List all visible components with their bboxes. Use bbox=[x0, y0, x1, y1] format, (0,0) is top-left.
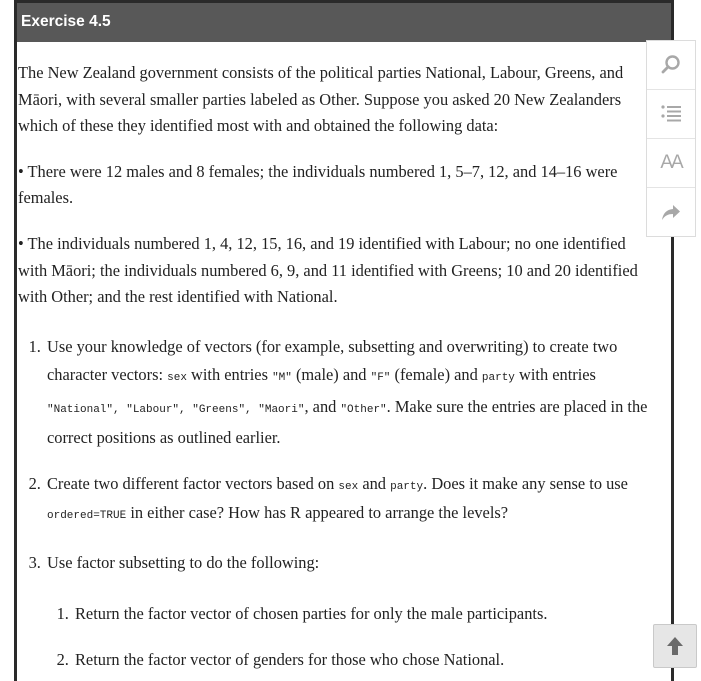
code: party bbox=[481, 372, 515, 385]
exercise-page bbox=[14, 0, 674, 681]
text: in either case? How has R appeared to arrange the levels? bbox=[126, 503, 509, 523]
share-button[interactable] bbox=[647, 188, 695, 236]
subtask-list bbox=[47, 601, 658, 674]
task-item-1 bbox=[45, 333, 658, 453]
text: Create two different factor vectors based on bbox=[47, 473, 339, 493]
code: , bbox=[179, 403, 193, 416]
code: "Maori" bbox=[258, 403, 305, 416]
text: (male) and bbox=[291, 365, 371, 385]
bullet-party-data: • The individuals numbered 1, 4, 12, 15, 16, and 19 identified with Labour; no one identified with Māori; the individuals numbered 6, 9, and 11 identified with Greens; 10 and 20 identified with Other; and the rest identified with National. bbox=[18, 233, 638, 307]
exercise-title: Exercise 4.5 bbox=[17, 3, 671, 42]
share-icon bbox=[660, 202, 682, 222]
exercise-content bbox=[18, 60, 658, 681]
text: . Make sure the entries are placed in the correct positions as outlined earlier. bbox=[47, 396, 648, 448]
text: with entries bbox=[186, 365, 273, 385]
search-button[interactable] bbox=[647, 41, 695, 90]
text: with entries bbox=[514, 365, 596, 385]
text: , and bbox=[304, 396, 341, 416]
code: sex bbox=[167, 372, 187, 385]
intro-paragraph: The New Zealand government consists of the political parties National, Labour, Greens, and Māori, with several smaller parties labeled as Other. Suppose you asked 20 New Zealanders which of these they identified most with and obtained the following data: bbox=[18, 63, 624, 136]
code: "Greens" bbox=[192, 403, 246, 416]
code: "National" bbox=[47, 403, 114, 416]
code: "F" bbox=[370, 372, 391, 385]
bullet-sex-data: • There were 12 males and 8 females; the individuals numbered 1, 5–7, 12, and 14–16 were females. bbox=[18, 161, 618, 208]
subtask-item-2: 2. Return the factor vector of genders for those who chose National. bbox=[73, 647, 658, 674]
reader-toolbar bbox=[646, 40, 696, 237]
code: "M" bbox=[272, 372, 292, 385]
subtask-item-1: 1. Return the factor vector of chosen parties for only the male participants. bbox=[73, 601, 658, 628]
font-size-button[interactable] bbox=[647, 139, 695, 188]
task-item-3 bbox=[45, 550, 658, 674]
code: sex bbox=[338, 480, 359, 493]
code: "Other" bbox=[340, 403, 387, 416]
text: . Does it make any sense to use bbox=[423, 473, 628, 493]
font-size-icon: AA bbox=[660, 152, 682, 173]
task-list bbox=[18, 333, 658, 674]
toc-list-icon bbox=[660, 104, 682, 124]
text: Use your knowledge of vectors (for example, subsetting and overwriting) to create two character vectors: bbox=[47, 336, 618, 385]
text: Use factor subsetting to do the following: bbox=[47, 552, 320, 572]
text: (female) and bbox=[390, 365, 482, 385]
table-of-contents-button[interactable] bbox=[647, 90, 695, 139]
code: ordered=TRUE bbox=[47, 510, 127, 523]
code: party bbox=[390, 480, 424, 493]
arrow-up-icon bbox=[665, 635, 685, 657]
code: , bbox=[113, 403, 127, 416]
scroll-to-top-button[interactable] bbox=[653, 624, 697, 668]
text: and bbox=[358, 473, 391, 493]
search-icon bbox=[660, 54, 682, 76]
code: "Labour" bbox=[126, 403, 180, 416]
code: , bbox=[245, 403, 259, 416]
task-item-2 bbox=[45, 471, 658, 530]
